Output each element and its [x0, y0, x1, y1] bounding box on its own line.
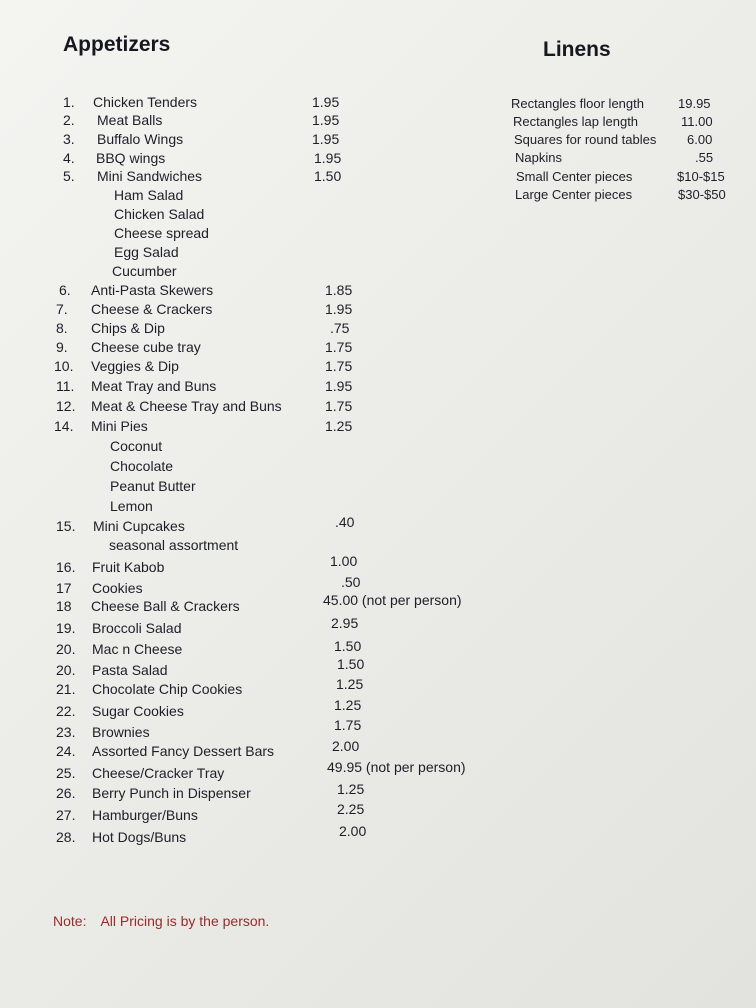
linen-price: 11.00	[681, 114, 713, 129]
menu-item	[0, 282, 756, 302]
item-number: 9.	[56, 339, 68, 355]
pricing-note	[53, 913, 269, 929]
item-price: 1.50	[337, 656, 365, 672]
item-price: .40	[335, 514, 355, 530]
linen-price: 19.95	[678, 96, 711, 111]
item-name: Chocolate Chip Cookies	[92, 681, 243, 697]
linen-name: Large Center pieces	[515, 187, 633, 202]
item-name: Sugar Cookies	[92, 703, 184, 719]
item-number: 22.	[56, 703, 76, 719]
item-name: Pasta Salad	[92, 662, 168, 678]
item-price: 2.00	[332, 738, 360, 754]
menu-item	[0, 592, 756, 618]
linen-price: $30-$50	[678, 187, 726, 202]
linen-name: Rectangles floor length	[511, 96, 644, 111]
linen-price: $10-$15	[677, 169, 725, 184]
menu-item	[0, 398, 756, 418]
item-name: Fruit Kabob	[92, 559, 165, 575]
item-number: 4.	[63, 150, 75, 166]
item-number: 15.	[56, 518, 76, 534]
item-number: 8.	[56, 320, 68, 336]
item-number: 6.	[59, 282, 71, 298]
menu-item	[0, 168, 756, 188]
item-number: 2.	[63, 112, 75, 128]
linen-name: Small Center pieces	[516, 169, 633, 184]
item-name: Berry Punch in Dispenser	[92, 785, 251, 801]
menu-item	[0, 781, 756, 805]
item-price: .75	[330, 320, 350, 336]
item-number: 14.	[54, 418, 74, 434]
item-price: 1.25	[325, 418, 353, 434]
item-name: Meat Tray and Buns	[91, 378, 217, 394]
item-number: 20.	[56, 641, 76, 657]
sandwich-type: Egg Salad	[114, 244, 179, 260]
linen-name: Napkins	[515, 150, 562, 165]
menu-item	[0, 358, 756, 378]
item-name: Buffalo Wings	[97, 131, 184, 147]
pie-flavor: Lemon	[110, 498, 153, 514]
item-name: Veggies & Dip	[91, 358, 179, 374]
menu-item	[0, 717, 756, 744]
menu-item	[0, 418, 756, 438]
menu-item	[0, 823, 756, 849]
sandwich-type: Cheese spread	[114, 225, 209, 241]
menu-item	[0, 553, 756, 579]
item-price: 1.95	[325, 301, 353, 317]
item-price: 1.50	[314, 168, 342, 184]
item-number: 20.	[56, 662, 76, 678]
item-number: 21.	[56, 681, 76, 697]
menu-item	[0, 638, 756, 661]
item-name: Hot Dogs/Buns	[92, 829, 187, 845]
item-number: 11.	[56, 378, 75, 394]
linen-name: Rectangles lap length	[513, 114, 639, 129]
linens-heading: Linens	[543, 38, 611, 61]
item-price: 1.75	[325, 339, 353, 355]
item-price: 1.75	[325, 358, 353, 374]
menu-item	[0, 112, 756, 132]
item-name: Broccoli Salad	[92, 620, 182, 636]
menu-item	[0, 656, 756, 682]
item-name: Hamburger/Buns	[92, 807, 198, 823]
item-number: 28.	[56, 829, 76, 845]
menu-item	[0, 801, 756, 827]
item-price: 1.95	[312, 131, 340, 147]
item-number: 12.	[56, 398, 76, 414]
item-name: Meat & Cheese Tray and Buns	[91, 398, 282, 414]
cupcake-note: seasonal assortment	[109, 537, 239, 553]
item-name: Cheese cube tray	[91, 339, 201, 355]
item-price: 1.75	[334, 717, 362, 733]
item-name: Chips & Dip	[91, 320, 165, 336]
item-price: 1.25	[337, 781, 365, 797]
linen-price: 6.00	[687, 132, 713, 147]
item-price: 1.00	[330, 553, 358, 569]
item-price: 1.25	[336, 676, 364, 692]
menu-item	[0, 615, 756, 640]
menu-item	[0, 759, 756, 785]
item-name: Mac n Cheese	[92, 641, 183, 657]
menu-item	[0, 320, 756, 340]
item-price: 2.25	[337, 801, 365, 817]
item-price: 1.95	[312, 112, 340, 128]
menu-item	[0, 301, 756, 321]
sandwich-type: Cucumber	[112, 263, 177, 279]
item-price: .50	[341, 574, 361, 590]
item-price: 2.95	[331, 615, 359, 631]
item-name: Cookies	[92, 580, 143, 596]
linen-name: Squares for round tables	[514, 132, 657, 147]
pie-flavor: Peanut Butter	[110, 478, 196, 494]
item-name: Assorted Fancy Dessert Bars	[92, 743, 275, 759]
appetizers-heading: Appetizers	[63, 33, 171, 56]
item-price: 1.95	[325, 378, 353, 394]
item-number: 26.	[56, 785, 76, 801]
menu-item	[0, 676, 756, 701]
menu-item	[0, 697, 756, 723]
item-price: 1.95	[314, 150, 342, 166]
item-number: 3.	[63, 131, 75, 147]
item-price: 45.00 (not per person)	[323, 592, 462, 608]
item-number: 10.	[54, 358, 74, 374]
pie-flavor: Chocolate	[110, 458, 174, 474]
menu-item	[0, 339, 756, 359]
item-price: 2.00	[339, 823, 367, 839]
menu-item	[0, 150, 756, 170]
note-label: Note:	[53, 913, 87, 929]
item-number: 5.	[63, 168, 75, 184]
item-name: Meat Balls	[97, 112, 163, 128]
item-number: 7.	[56, 301, 68, 317]
item-number: 27.	[56, 807, 76, 823]
item-name: Cheese & Crackers	[91, 301, 213, 317]
item-number: 1.	[63, 94, 75, 110]
item-name: BBQ wings	[96, 150, 166, 166]
item-number: 25.	[56, 765, 76, 781]
item-name: Mini Sandwiches	[97, 168, 203, 184]
item-price: 49.95 (not per person)	[327, 759, 466, 775]
item-name: Anti-Pasta Skewers	[91, 282, 214, 298]
item-number: 23.	[56, 724, 76, 740]
item-price: 1.75	[325, 398, 353, 414]
menu-item	[0, 514, 756, 538]
note-text: All Pricing is by the person.	[100, 913, 270, 929]
item-price: 1.25	[334, 697, 362, 713]
sandwich-type: Chicken Salad	[114, 206, 205, 222]
item-price: 1.85	[325, 282, 353, 298]
pie-flavor: Coconut	[110, 438, 163, 454]
item-name: Brownies	[92, 724, 150, 740]
item-number: 16.	[56, 559, 76, 575]
item-name: Cheese/Cracker Tray	[92, 765, 225, 781]
item-price: 1.50	[334, 638, 362, 654]
item-name: Mini Cupcakes	[93, 518, 185, 534]
menu-item	[0, 378, 756, 398]
item-name: Cheese Ball & Crackers	[91, 598, 240, 614]
item-number: 18	[56, 598, 72, 614]
item-price: 1.95	[312, 94, 340, 110]
item-number: 17	[56, 580, 72, 596]
sandwich-type: Ham Salad	[114, 187, 184, 203]
item-name: Mini Pies	[91, 418, 148, 434]
item-name: Chicken Tenders	[93, 94, 198, 110]
linen-price: .55	[695, 150, 714, 165]
item-number: 19.	[56, 620, 76, 636]
item-number: 24.	[56, 743, 76, 759]
